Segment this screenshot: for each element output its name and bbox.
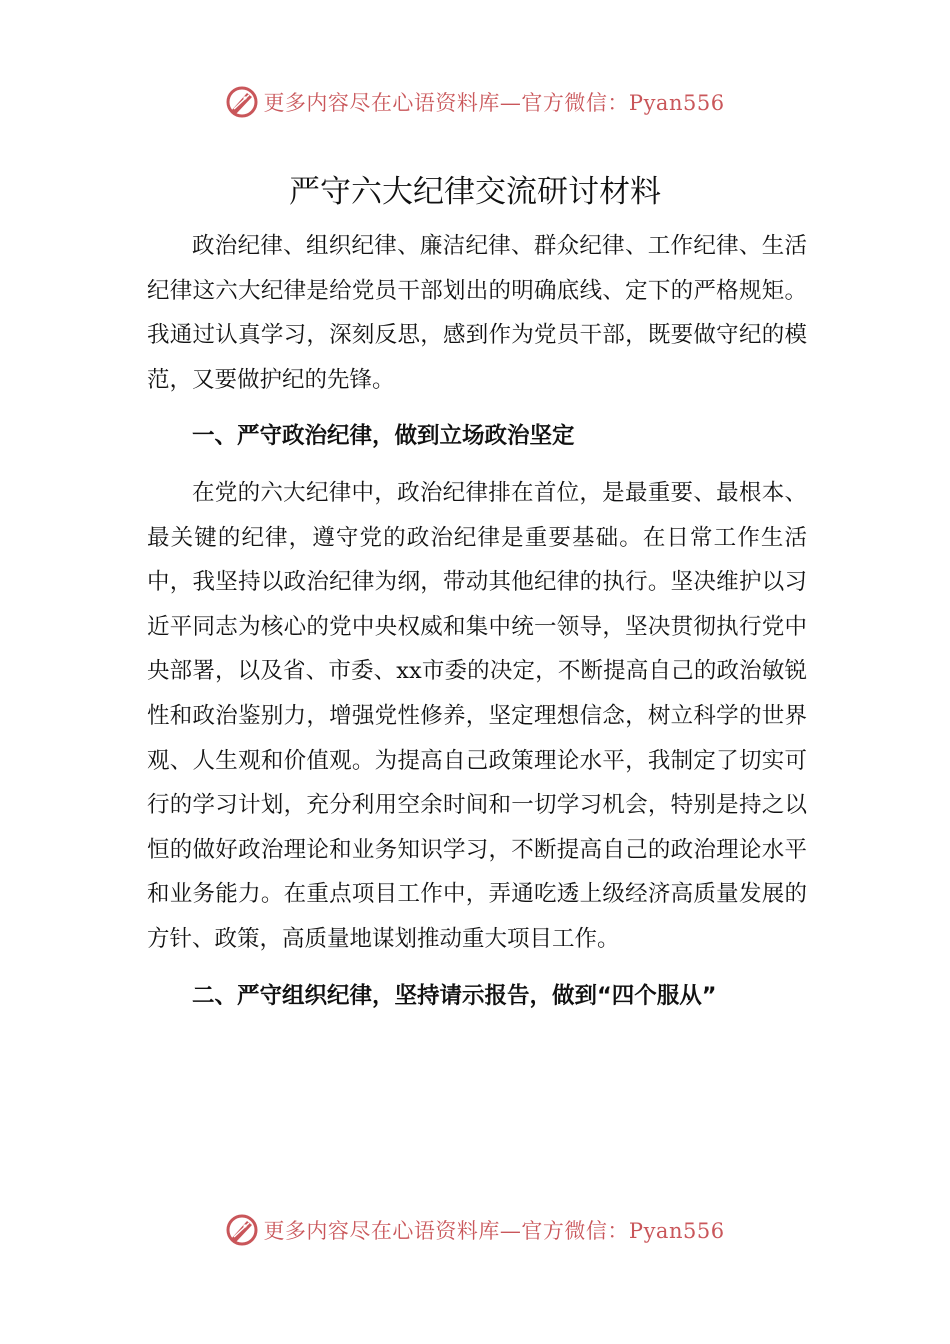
header-banner-text: 更多内容尽在心语资料库—官方微信：Pyan556	[263, 91, 725, 115]
pen-nib-logo-icon	[225, 85, 259, 119]
section-1-paragraph: 在党的六大纪律中，政治纪律排在首位，是最重要、最根本、最关键的纪律，遵守党的政治纪律是重要基础。在日常工作生活中，我坚持以政治纪律为纲，带动其他纪律的执行。坚决维护以习近平同志为核心的党中央权威和集中统一领导，坚决贯彻执行党中央部署，以及省、市委、xx市委的决定，不断提高自己的政治敏锐性和政治鉴别力，增强党性修养，坚定理想信念，树立科学的世界观、人生观和价值观。为提高自己政策理论水平，我制定了切实可行的学习计划，充分利用空余时间和一切学习机会，特别是持之以恒的做好政治理论和业务知识学习，不断提高自己的政治理论水平和业务能力。在重点项目工作中，弄通吃透上级经济高质量发展的方针、政策，高质量地谋划推动重大项目工作。	[147, 479, 807, 952]
section-heading-2: 二、严守组织纪律，坚持请示报告，做到“四个服从”	[192, 982, 717, 1009]
section-heading-1: 一、严守政治纪律，做到立场政治坚定	[192, 423, 575, 450]
header-banner	[0, 82, 950, 122]
document-body	[147, 224, 807, 1018]
footer-banner	[0, 1210, 950, 1250]
footer-banner-text: 更多内容尽在心语资料库—官方微信：Pyan556	[263, 1219, 725, 1243]
pen-nib-logo-icon	[225, 1213, 259, 1247]
intro-paragraph: 政治纪律、组织纪律、廉洁纪律、群众纪律、工作纪律、生活纪律这六大纪律是给党员干部划出的明确底线、定下的严格规矩。我通过认真学习，深刻反思，感到作为党员干部，既要做守纪的模范，又要做护纪的先锋。	[147, 233, 807, 393]
page-title: 严守六大纪律交流研讨材料	[289, 174, 661, 210]
